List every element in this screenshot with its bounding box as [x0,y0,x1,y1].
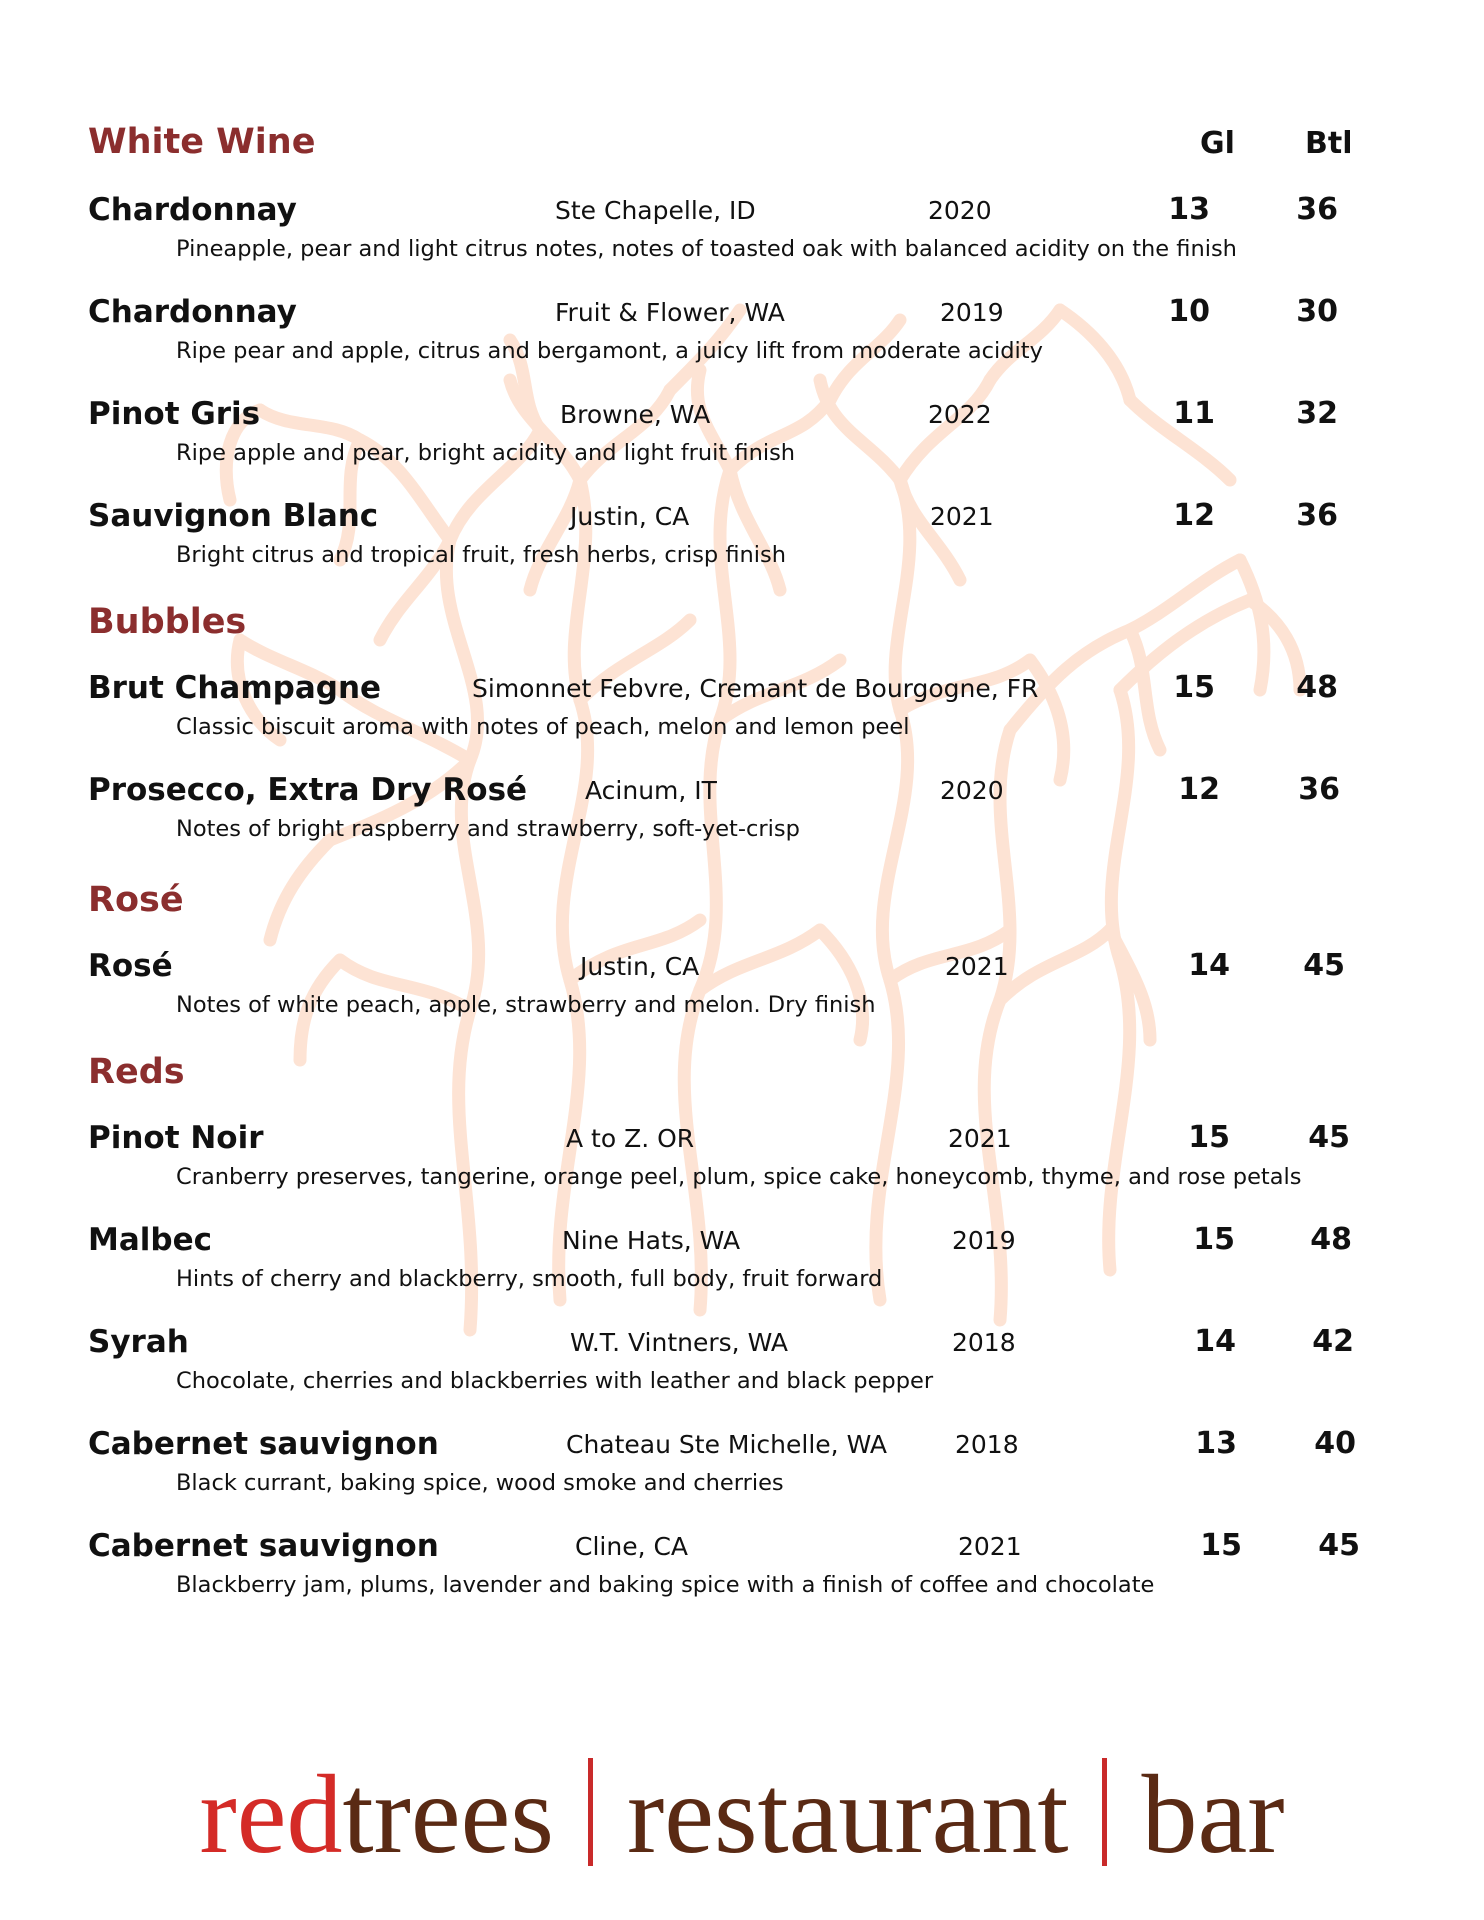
wine-description: Classic biscuit aroma with notes of peach, melon and lemon peel [176,714,910,740]
wine-producer: Justin, CA [570,502,690,531]
wine-description: Chocolate, cherries and blackberries with leather and black pepper [176,1368,934,1394]
bottle-price: 42 [1312,1324,1354,1359]
wine-description: Ripe apple and pear, bright acidity and light fruit finish [176,440,796,466]
glass-price: 12 [1178,772,1220,807]
wine-vintage: 2018 [955,1430,1019,1459]
wine-name: Prosecco, Extra Dry Rosé [88,772,528,808]
wine-name: Pinot Noir [88,1120,264,1156]
wine-name: Chardonnay [88,192,297,228]
wine-vintage: 2021 [930,502,994,531]
wine-producer: W.T. Vintners, WA [570,1328,789,1357]
wine-vintage: 2020 [940,776,1004,805]
wine-name: Syrah [88,1324,189,1360]
glass-price: 15 [1188,1120,1230,1155]
bottle-price: 32 [1296,396,1338,431]
wine-vintage: 2022 [928,400,992,429]
glass-price: 11 [1173,396,1215,431]
wine-description: Ripe pear and apple, citrus and bergamont, a juicy lift from moderate acidity [176,338,1043,364]
glass-price: 15 [1200,1528,1242,1563]
wine-vintage: 2020 [928,196,992,225]
wine-description: Notes of white peach, apple, strawberry and melon. Dry finish [176,992,876,1018]
logo-red-text: red [199,1753,343,1877]
wine-description: Bright citrus and tropical fruit, fresh herbs, crisp finish [176,542,787,568]
wine-producer: Justin, CA [580,952,700,981]
section-title: Reds [88,1052,185,1092]
section-title: White Wine [88,122,316,162]
wine-description: Black currant, baking spice, wood smoke and cherries [176,1470,784,1496]
logo-restaurant-text: restaurant [626,1753,1069,1877]
wine-producer: Browne, WA [560,400,711,429]
wine-producer: Simonnet Febvre, Cremant de Bourgogne, FR [472,674,1039,703]
glass-price: 13 [1168,192,1210,227]
wine-name: Brut Champagne [88,670,382,706]
wine-description: Cranberry preserves, tangerine, orange peel, plum, spice cake, honeycomb, thyme, and rose petals [176,1164,1302,1190]
wine-producer: Cline, CA [575,1532,689,1561]
wine-vintage: 2019 [952,1226,1016,1255]
wine-vintage: 2019 [940,298,1004,327]
bottle-price: 48 [1296,670,1338,705]
logo-trees-text: trees [342,1753,554,1877]
wine-name: Malbec [88,1222,212,1258]
wine-vintage: 2021 [948,1124,1012,1153]
bottle-price: 48 [1310,1222,1352,1257]
glass-column-header: Gl [1200,126,1235,161]
glass-price: 14 [1194,1324,1236,1359]
bottle-price: 30 [1296,294,1338,329]
wine-producer: Ste Chapelle, ID [555,196,756,225]
glass-price: 12 [1173,498,1215,533]
wine-producer: Acinum, IT [585,776,717,805]
glass-price: 13 [1195,1426,1237,1461]
bottle-price: 45 [1308,1120,1350,1155]
wine-producer: A to Z. OR [566,1124,695,1153]
bottle-price: 45 [1318,1528,1360,1563]
section-title: Rosé [88,880,184,920]
wine-name: Cabernet sauvignon [88,1426,439,1462]
logo-bar-text: bar [1141,1753,1285,1877]
wine-description: Pineapple, pear and light citrus notes, notes of toasted oak with balanced acidity on the finish [176,236,1237,262]
wine-description: Blackberry jam, plums, lavender and baking spice with a finish of coffee and chocolate [176,1572,1155,1598]
wine-vintage: 2021 [958,1532,1022,1561]
glass-price: 10 [1168,294,1210,329]
wine-producer: Nine Hats, WA [562,1226,741,1255]
glass-price: 15 [1193,1222,1235,1257]
wine-name: Chardonnay [88,294,297,330]
bottle-price: 40 [1314,1426,1356,1461]
glass-price: 14 [1188,948,1230,983]
section-title: Bubbles [88,602,247,642]
bottle-column-header: Btl [1305,126,1353,161]
bottle-price: 36 [1298,772,1340,807]
bottle-price: 36 [1296,498,1338,533]
wine-vintage: 2018 [952,1328,1016,1357]
wine-name: Rosé [88,948,173,984]
wine-name: Cabernet sauvignon [88,1528,439,1564]
wine-producer: Fruit & Flower, WA [555,298,785,327]
bottle-price: 36 [1296,192,1338,227]
wine-name: Pinot Gris [88,396,261,432]
glass-price: 15 [1173,670,1215,705]
wine-description: Hints of cherry and blackberry, smooth, full body, fruit forward [176,1266,883,1292]
wine-vintage: 2021 [945,952,1009,981]
wine-name: Sauvignon Blanc [88,498,379,534]
bottle-price: 45 [1303,948,1345,983]
wine-description: Notes of bright raspberry and strawberry, soft-yet-crisp [176,816,800,842]
wine-producer: Chateau Ste Michelle, WA [566,1430,888,1459]
